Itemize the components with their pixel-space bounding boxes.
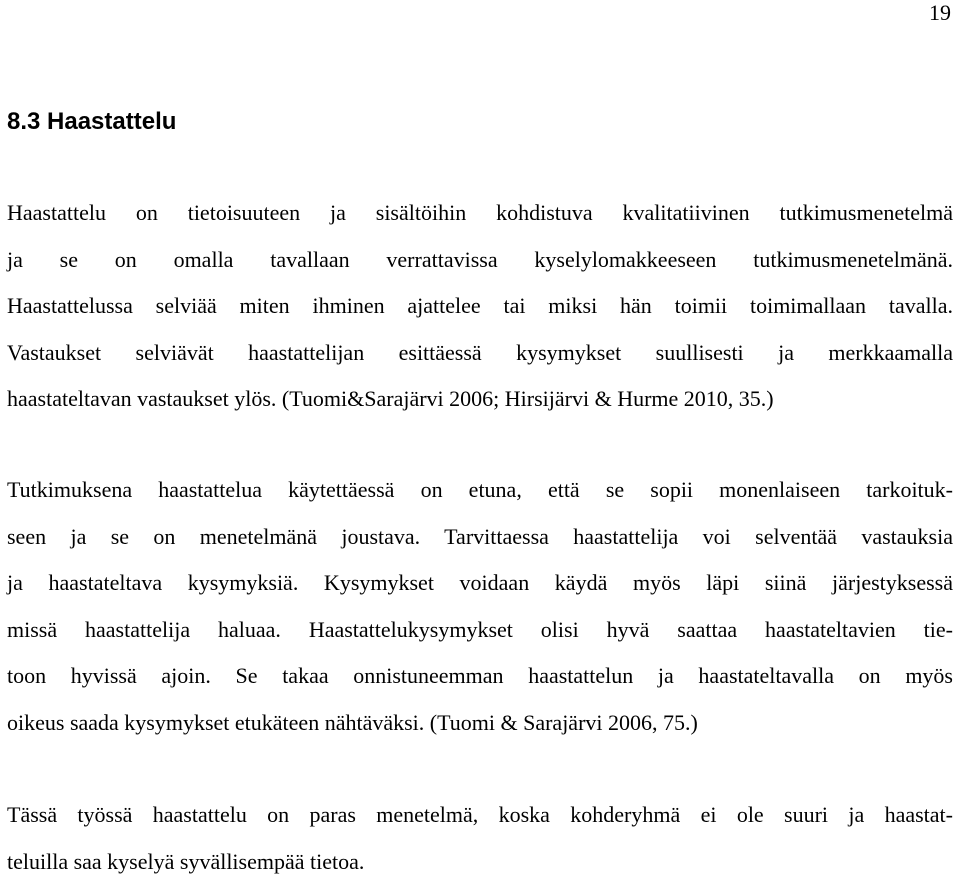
- paragraph-line: seen ja se on menetelmänä joustava. Tarvittaessa haastattelija voi selventää vastauksia: [7, 514, 953, 561]
- paragraph-interview-definition: [7, 190, 953, 423]
- page-number: 19: [929, 0, 951, 26]
- paragraph-line: oikeus saada kysymykset etukäteen nähtäväksi. (Tuomi & Sarajärvi 2006, 75.): [7, 700, 953, 747]
- paragraph-line: Vastaukset selviävät haastattelijan esittäessä kysymykset suullisesti ja merkkaamalla: [7, 330, 953, 377]
- paragraph-line: Haastattelussa selviää miten ihminen ajattelee tai miksi hän toimii toimimallaan tavalla.: [7, 283, 953, 330]
- paragraph-line: toon hyvissä ajoin. Se takaa onnistuneemman haastattelun ja haastateltavalla on myös: [7, 653, 953, 700]
- section-heading: 8.3 Haastattelu: [7, 107, 176, 137]
- paragraph-line: teluilla saa kyselyä syvällisempää tietoa.: [7, 839, 953, 885]
- paragraph-line: missä haastattelija haluaa. Haastattelukysymykset olisi hyvä saattaa haastateltavien tie-: [7, 607, 953, 654]
- paragraph-line: ja haastateltava kysymyksiä. Kysymykset voidaan käydä myös läpi siinä järjestyksessä: [7, 560, 953, 607]
- paragraph-interview-benefits: [7, 467, 953, 746]
- paragraph-line: ja se on omalla tavallaan verrattavissa kyselylomakkeeseen tutkimusmenetelmänä.: [7, 237, 953, 284]
- paragraph-method-choice: [7, 792, 953, 885]
- paragraph-line: Tutkimuksena haastattelua käytettäessä on etuna, että se sopii monenlaiseen tarkoituk-: [7, 467, 953, 514]
- paragraph-line: haastateltavan vastaukset ylös. (Tuomi&Sarajärvi 2006; Hirsijärvi & Hurme 2010, 35.): [7, 376, 953, 423]
- paragraph-line: Haastattelu on tietoisuuteen ja sisältöihin kohdistuva kvalitatiivinen tutkimusmenetelmä: [7, 190, 953, 237]
- paragraph-line: Tässä työssä haastattelu on paras menetelmä, koska kohderyhmä ei ole suuri ja haastat-: [7, 792, 953, 839]
